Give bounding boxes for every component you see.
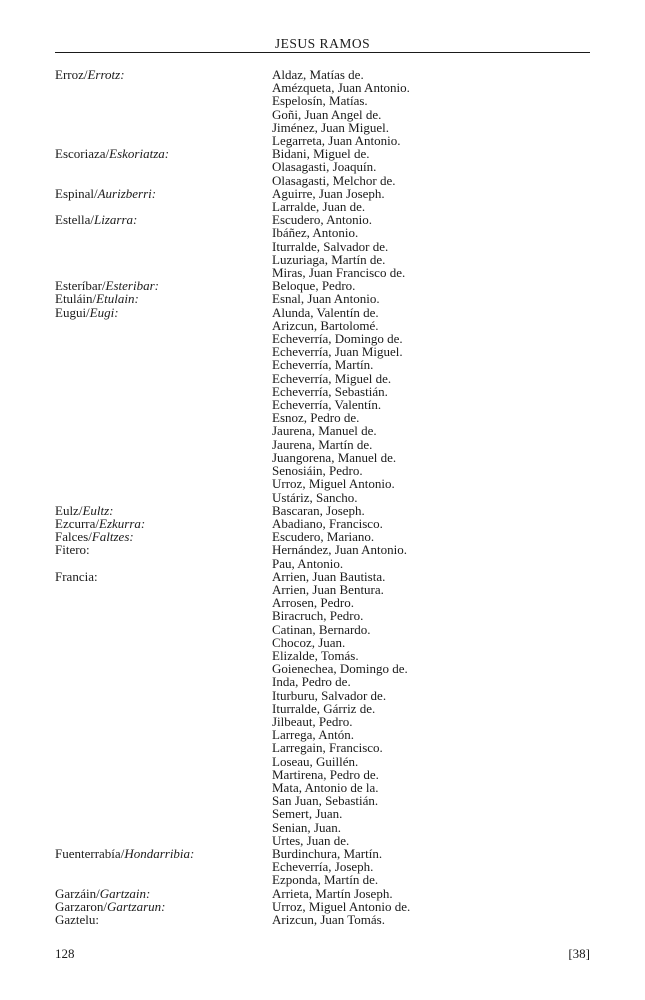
person-name: Pau, Antonio. (272, 555, 344, 571)
person-name: Jaurena, Manuel de. (272, 423, 377, 439)
place-spanish: Gaztelu: (55, 912, 100, 927)
running-header: JESUS RAMOS (274, 36, 371, 51)
bracket-page-number: [38] (568, 946, 590, 961)
person-name: Bascaran, Joseph. (272, 502, 365, 518)
person-name: Echeverría, Juan Miguel. (272, 344, 403, 360)
person-name: Mata, Antonio de la. (272, 779, 379, 795)
person-name: Urroz, Miguel Antonio de. (272, 898, 411, 914)
person-name: Bidani, Miguel de. (272, 146, 370, 162)
index-entry (55, 306, 590, 504)
place-spanish: Fuenterrabía/ (55, 845, 125, 861)
person-name: Inda, Pedro de. (272, 674, 351, 690)
person-name: Ustáriz, Sancho. (272, 489, 358, 505)
person-name: Esnoz, Pedro de. (272, 410, 360, 426)
person-name: Elizalde, Tomás. (272, 647, 359, 663)
person-name: Aguirre, Juan Joseph. (272, 185, 385, 201)
person-name: Miras, Juan Francisco de. (272, 265, 406, 281)
person-name: Chocoz, Juan. (272, 634, 346, 650)
person-name: Catinan, Bernardo. (272, 621, 371, 637)
person-name: Escudero, Antonio. (272, 212, 373, 228)
index-entry (55, 913, 590, 926)
index-entry (55, 187, 590, 213)
place-basque: Ezkurra: (99, 515, 146, 531)
person-name: Jilbeaut, Pedro. (272, 713, 353, 729)
place-name (55, 913, 272, 926)
person-name: Echeverría, Sebastián. (272, 383, 388, 399)
place-basque: Gartzarun: (106, 898, 166, 914)
person-name: San Juan, Sebastián. (272, 793, 379, 809)
person-name: Larrega, Antón. (272, 727, 354, 743)
place-spanish: Garzaron/ (55, 898, 107, 914)
person-name: Echeverría, Valentín. (272, 397, 382, 413)
person-name: Juangorena, Manuel de. (272, 449, 397, 465)
place-spanish: Garzáin/ (55, 885, 100, 901)
person-name: Arrien, Juan Bautista. (272, 568, 386, 584)
person-name: Iturralde, Salvador de. (272, 238, 389, 254)
place-spanish: Esteríbar/ (55, 278, 106, 294)
person-name: Larregain, Francisco. (272, 740, 383, 756)
place-basque: Aurizberri: (97, 185, 157, 201)
page-number: 128 (55, 946, 75, 961)
person-name: Goñi, Juan Angel de. (272, 106, 382, 122)
person-list (272, 292, 590, 305)
place-spanish: Escoriaza/ (55, 146, 110, 162)
place-basque: Errotz: (87, 67, 125, 82)
person-list (272, 504, 590, 517)
index-entry (55, 847, 590, 887)
person-list (272, 213, 590, 279)
place-basque: Hondarribia: (124, 845, 195, 861)
index-entry (55, 68, 590, 147)
person-name: Echeverría, Domingo de. (272, 331, 403, 347)
person-name: Echeverría, Joseph. (272, 859, 374, 875)
person-name: Alunda, Valentín de. (272, 304, 379, 320)
person-name: Echeverría, Martín. (272, 357, 374, 373)
person-name: Biracruch, Pedro. (272, 608, 364, 624)
person-name: Ezponda, Martín de. (272, 872, 379, 888)
place-spanish: Eugui/ (55, 304, 90, 320)
person-name: Aldaz, Matías de. (272, 67, 364, 82)
person-list (272, 147, 590, 187)
place-name (55, 847, 272, 887)
place-name (55, 213, 272, 279)
person-name: Abadiano, Francisco. (272, 515, 383, 531)
place-spanish: Falces/ (55, 529, 92, 545)
person-name: Goienechea, Domingo de. (272, 661, 408, 677)
person-name: Martirena, Pedro de. (272, 766, 379, 782)
person-name: Urtes, Juan de. (272, 832, 350, 848)
person-list (272, 306, 590, 504)
person-list (272, 887, 590, 900)
index-entry (55, 292, 590, 305)
person-list (272, 847, 590, 887)
place-spanish: Eulz/ (55, 502, 83, 518)
place-basque: Eugi: (89, 304, 119, 320)
place-spanish: Erroz/ (55, 67, 88, 82)
place-basque: Etulain: (96, 291, 139, 307)
person-name: Urroz, Miguel Antonio. (272, 476, 395, 492)
place-name (55, 147, 272, 187)
index-entry (55, 213, 590, 279)
person-name: Arrosen, Pedro. (272, 595, 354, 611)
person-name: Semert, Juan. (272, 806, 343, 822)
person-list (272, 570, 590, 847)
place-basque: Faltzes: (91, 529, 134, 545)
person-name: Arizcun, Bartolomé. (272, 317, 379, 333)
place-name (55, 570, 272, 847)
person-name: Arizcun, Juan Tomás. (272, 912, 385, 927)
place-name (55, 68, 272, 147)
place-name (55, 306, 272, 504)
person-name: Jiménez, Juan Miguel. (272, 119, 389, 135)
person-name: Larralde, Juan de. (272, 199, 366, 215)
person-name: Arrieta, Martín Joseph. (272, 885, 393, 901)
person-name: Legarreta, Juan Antonio. (272, 133, 401, 149)
person-list (272, 68, 590, 147)
person-name: Echeverría, Miguel de. (272, 370, 392, 386)
place-spanish: Espinal/ (55, 185, 98, 201)
place-basque: Esteribar: (105, 278, 159, 294)
header-rule (55, 52, 590, 53)
place-name (55, 543, 272, 569)
person-name: Senian, Juan. (272, 819, 341, 835)
person-list (272, 913, 590, 926)
place-spanish: Ezcurra/ (55, 515, 100, 531)
place-name-index (55, 68, 590, 926)
person-name: Espelosín, Matías. (272, 93, 368, 109)
place-basque: Lizarra: (94, 212, 138, 228)
person-name: Arrien, Juan Bentura. (272, 581, 384, 597)
person-name: Loseau, Guillén. (272, 753, 359, 769)
place-spanish: Fitero: (55, 542, 90, 558)
person-name: Hernández, Juan Antonio. (272, 542, 408, 558)
person-name: Iturburu, Salvador de. (272, 687, 387, 703)
person-list (272, 187, 590, 213)
index-entry (55, 147, 590, 187)
person-name: Ibáñez, Antonio. (272, 225, 359, 241)
place-spanish: Francia: (55, 568, 98, 584)
person-name: Olasagasti, Melchor de. (272, 172, 396, 188)
place-basque: Eultz: (82, 502, 114, 518)
place-spanish: Etuláin/ (55, 291, 97, 307)
person-name: Burdinchura, Martín. (272, 845, 383, 861)
person-name: Senosiáin, Pedro. (272, 463, 363, 479)
person-name: Iturralde, Gárriz de. (272, 700, 376, 716)
person-name: Escudero, Mariano. (272, 529, 375, 545)
place-name (55, 187, 272, 213)
person-name: Amézqueta, Juan Antonio. (272, 80, 410, 96)
place-basque: Gartzain: (99, 885, 151, 901)
person-list (272, 543, 590, 569)
person-name: Beloque, Pedro. (272, 278, 356, 294)
person-name: Jaurena, Martín de. (272, 436, 373, 452)
person-name: Luzuriaga, Martín de. (272, 251, 386, 267)
person-name: Olasagasti, Joaquín. (272, 159, 377, 175)
place-basque: Eskoriatza: (109, 146, 170, 162)
place-spanish: Estella/ (55, 212, 94, 228)
person-name: Esnal, Juan Antonio. (272, 291, 380, 307)
index-entry (55, 570, 590, 847)
index-entry (55, 543, 590, 569)
